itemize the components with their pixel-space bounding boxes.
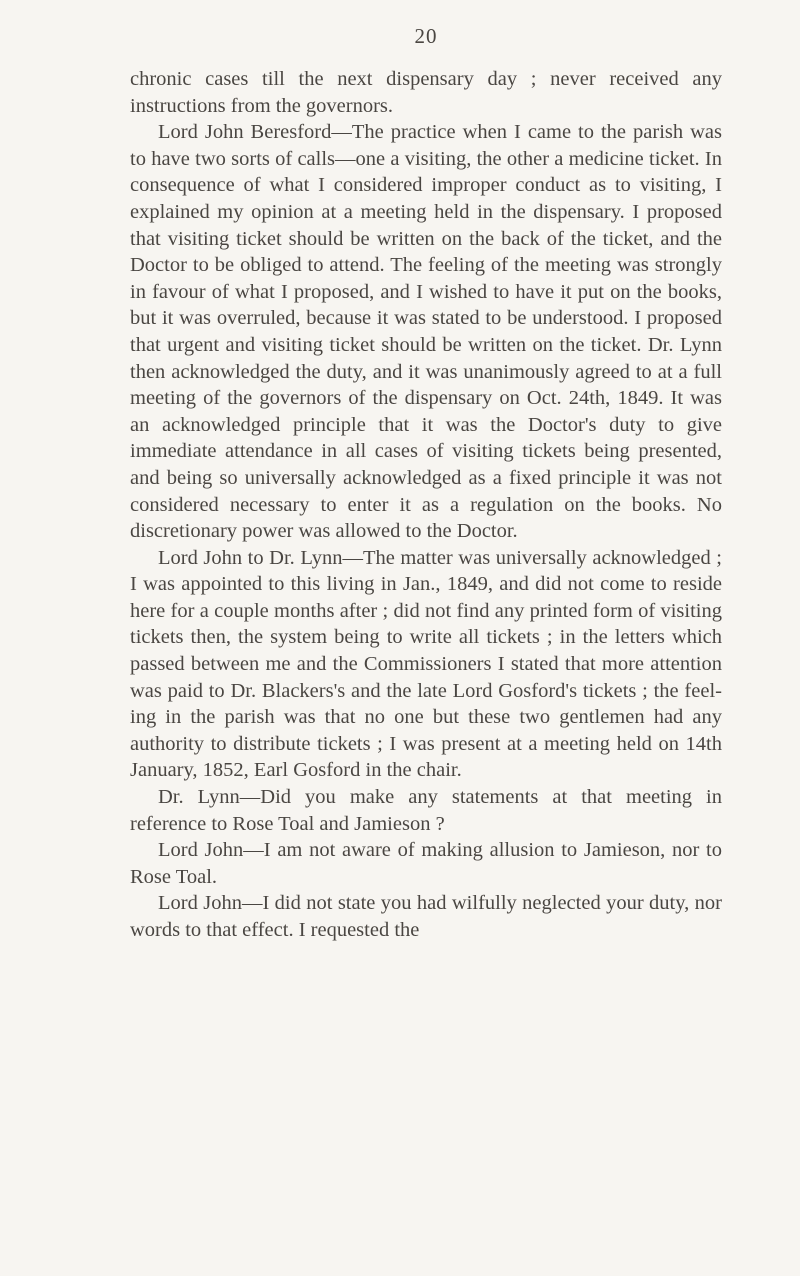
paragraph-lord-john-practice: Lord John Beresford—The practice when I came to the parish was to have two sorts of calls—one a visiting, the other a medicine ticket. In consequence of what I considered improper conduct as to visiting, I explained my opinion at a meeting held in the dispensary. I proposed that visiting ticket should be written on the back of the ticket, and the Doctor to be obliged to attend. The feeling of the meeting was strongly in favour of what I proposed, and I wished to have it put on the books, but it was overruled, because it was stated to be understood. I proposed that urgent and visiting ticket should be written on the ticket. Dr. Lynn then acknowledged the duty, and it was unanimously agreed to at a full meeting of the governors of the dispensary on Oct. 24th, 1849. It was an acknowledged principle that it was the Doctor's duty to give immediate attendance in all cases of visiting tickets being presented, and being so universally acknowledged as a fixed principle it was not considered necessary to enter it as a regulation on the books. No discretionary power was allowed to the Doctor. [130,121,722,543]
paragraph-lord-john-did-not-state: Lord John—I did not state you had wilfully neglected your duty, nor words to that effect. I requested the [130,892,722,941]
paragraph-continuation: chronic cases till the next dispensary day ; never received any instructions from the governors. [130,68,722,117]
paragraph-lord-john-not-aware: Lord John—I am not aware of making allusion to Jamieson, nor to Rose Toal. [130,839,722,888]
paragraph-lord-john-to-dr-lynn: Lord John to Dr. Lynn—The matter was universally acknowledged ; I was appointed to this living in Jan., 1849, and did not come to reside here for a couple months after ; did not find any printed form of visiting tickets then, the system being to write all tickets ; in the letters which passed between me and the Commissioners I stated that more attention was paid to Dr. Blackers's and the late Lord Gosford's tickets ; the feeling in the parish was that no one but these two gentlemen had any authority to distribute tickets ; I was present at a meeting held on 14th January, 1852, Earl Gosford in the chair. [130,546,722,782]
page-number: 20 [414,24,438,48]
paragraph-dr-lynn-question: Dr. Lynn—Did you make any statements at that meeting in reference to Rose Toal and Jamieson ? [130,786,722,835]
